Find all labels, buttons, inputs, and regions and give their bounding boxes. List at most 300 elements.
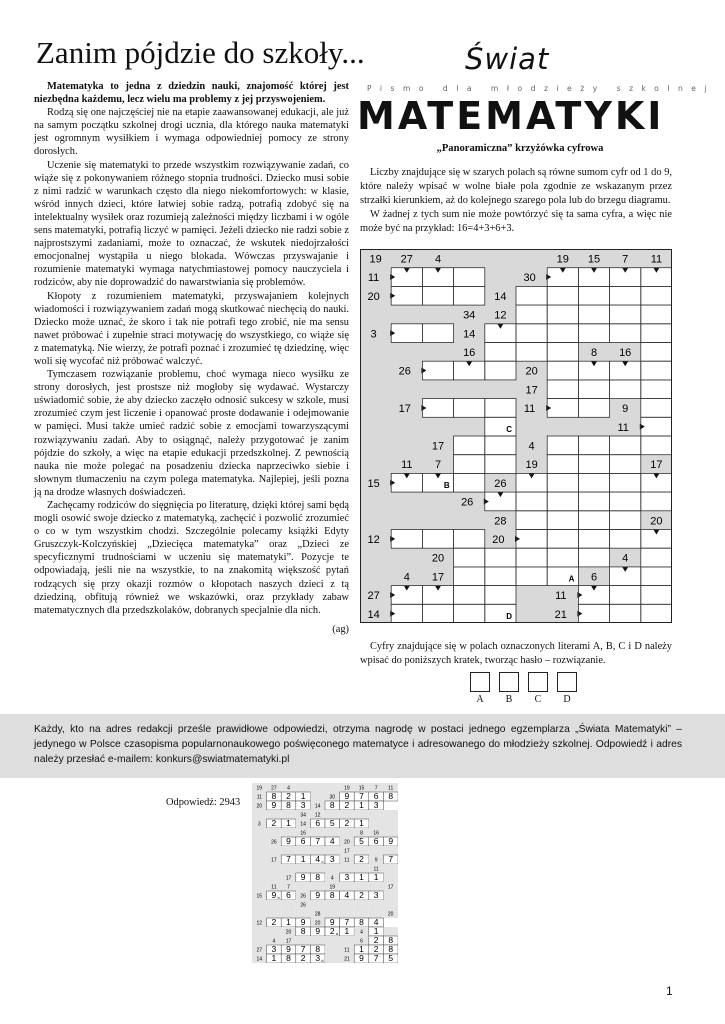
solution-digit: 2 [271, 917, 277, 928]
solution-digit: 2 [271, 818, 277, 829]
clue-across-number: 12 [256, 920, 263, 927]
solution-digit: 2 [300, 953, 306, 963]
answer-cell [454, 268, 485, 287]
clue-down-number: 20 [344, 839, 350, 846]
clue-down-number: 4 [330, 875, 334, 882]
answer-cell [454, 436, 485, 455]
answer-cell [516, 530, 547, 549]
answer-cell [578, 604, 609, 623]
answer-cell [454, 455, 485, 474]
answer-cell [547, 324, 578, 343]
answer-cell [610, 511, 641, 530]
clue-down-number: 4 [528, 440, 535, 453]
solution-digit: 8 [359, 917, 364, 928]
clue-down-number: 15 [358, 785, 365, 792]
puzzle-instructions-text: Cyfry znajdujące się w polach oznaczonych literami A, B, C i D należy wpisać do poniższych kratek, tworząc hasło – rozwiązanie. [360, 641, 672, 666]
clue-across-number: 27 [256, 947, 263, 954]
clue-across-number: 17 [271, 857, 277, 864]
clue-down-number: 4 [622, 552, 629, 565]
logo-top-word: Świat [465, 42, 550, 76]
article-lead: Matematyka to jedna z dziedzin nauki, znajomość której jest niezbędna każdemu, lecz wielu ma problemy z jej przyswojeniem. [34, 81, 349, 106]
clue-across-number: 20 [367, 290, 380, 303]
grey-cell [360, 305, 391, 324]
grey-cell [360, 417, 391, 436]
solution-digit: 8 [388, 935, 394, 946]
answer-cell [485, 548, 516, 567]
clue-down-number: 15 [587, 253, 601, 266]
grey-cell [516, 586, 547, 605]
grey-cell [547, 417, 578, 436]
grey-cell [325, 864, 340, 873]
solution-letter-marker: c [321, 859, 324, 864]
logo-subtitle: Pismo dla młodzieży szkolnej [367, 84, 716, 93]
solution-box-b[interactable] [499, 672, 519, 692]
grey-cell [391, 417, 422, 436]
grey-cell [516, 417, 547, 436]
arrow-down-icon [466, 361, 472, 366]
solution-digit: 3 [373, 800, 379, 811]
clue-down-number: 7 [287, 884, 290, 891]
grey-cell [252, 837, 267, 846]
solution-digit: 3 [315, 953, 321, 963]
clue-across-number: 26 [300, 902, 306, 909]
grey-cell [267, 864, 282, 873]
answer-cell [547, 530, 578, 549]
grey-cell [369, 810, 384, 819]
clue-down-number: 14 [494, 290, 507, 303]
answer-cell [610, 530, 641, 549]
answer-cell [454, 548, 485, 567]
answer-cell [610, 455, 641, 474]
grey-cell [340, 936, 355, 945]
arrow-down-icon [653, 473, 659, 478]
solution-letter-marker: B [443, 481, 450, 491]
grey-cell [391, 305, 422, 324]
grey-cell [383, 864, 398, 873]
solution-digit: 2 [359, 854, 364, 865]
answer-cell [454, 473, 485, 492]
grey-cell [369, 900, 384, 909]
solution-digit: 3 [344, 872, 350, 883]
answer-cell [516, 492, 547, 511]
answer-cell [422, 530, 453, 549]
solution-letter-marker: b [277, 895, 280, 900]
clue-down-number: 12 [314, 812, 321, 819]
answer-cell [610, 604, 641, 623]
grey-cell [360, 455, 391, 474]
solution-digit: 6 [286, 890, 291, 901]
solution-digit: 8 [286, 953, 291, 963]
grey-cell [340, 900, 355, 909]
clue-across-number: 3 [370, 328, 377, 341]
solution-digit: 5 [388, 953, 394, 963]
solution-digit: 8 [329, 800, 335, 811]
clue-down-number: 6 [360, 938, 363, 945]
answer-cell [547, 286, 578, 305]
solution-digit: 7 [388, 854, 394, 865]
answer-cell [454, 567, 485, 586]
arrow-down-icon [653, 268, 659, 273]
answer-cell [454, 604, 485, 623]
grey-cell [340, 828, 355, 837]
solution-digit: 1 [373, 872, 379, 883]
answer-cell [610, 380, 641, 399]
answer-cell [391, 324, 422, 343]
clue-down-number: 16 [619, 346, 632, 359]
arrow-down-icon [404, 473, 410, 478]
grey-cell [383, 810, 398, 819]
clue-down-number: 28 [494, 515, 507, 528]
answer-cell [516, 286, 547, 305]
clue-across-number: 3 [257, 821, 261, 828]
solution-digit: 1 [300, 791, 306, 802]
grey-cell [296, 882, 311, 891]
solution-digit: 3 [300, 800, 306, 811]
clue-down-number: 34 [463, 309, 476, 322]
clue-down-number: 14 [300, 821, 306, 828]
grey-cell [325, 954, 340, 963]
answer-cell [641, 417, 672, 436]
answer-cell [641, 492, 672, 511]
answer-cell [485, 436, 516, 455]
solution-digit: 4 [329, 836, 335, 847]
answer-cell [641, 380, 672, 399]
solution-box-d[interactable] [557, 672, 577, 692]
answer-cell [391, 530, 422, 549]
solution-digit: 2 [359, 890, 364, 901]
grey-cell [369, 846, 384, 855]
clue-down-number: 16 [300, 830, 306, 837]
clue-down-number: 20 [431, 552, 445, 565]
grey-cell [252, 828, 267, 837]
solution-digit: 6 [315, 818, 321, 829]
solution-digit: 9 [286, 944, 291, 955]
answer-cell [578, 530, 609, 549]
arrow-down-icon [404, 586, 410, 591]
solution-digit: 2 [329, 926, 335, 937]
answer-cell [578, 548, 609, 567]
clue-down-number: 11 [401, 459, 413, 472]
arrow-down-icon [622, 567, 628, 572]
solution-digit: 1 [286, 917, 291, 928]
grey-cell [422, 492, 453, 511]
clue-down-number: 8 [590, 346, 598, 359]
grey-cell [454, 380, 485, 399]
clue-down-number: 4 [434, 253, 442, 266]
clue-across-number: 21 [344, 956, 350, 963]
solution-digit: 6 [300, 836, 306, 847]
previous-solution-grid [252, 783, 398, 963]
arrow-down-icon [529, 473, 535, 478]
answer-cell [547, 455, 578, 474]
clue-down-number: 26 [300, 893, 306, 900]
solution-digit: 4 [344, 890, 350, 901]
clue-down-number: 4 [287, 785, 290, 792]
grey-cell [252, 873, 267, 882]
answer-cell [422, 324, 453, 343]
solution-letter-marker: D [506, 612, 512, 621]
clue-across-number: 15 [256, 893, 263, 900]
solution-digit: 9 [271, 800, 277, 811]
answer-cell [578, 436, 609, 455]
clue-across-number: 14 [367, 608, 380, 621]
puzzle-instructions [360, 640, 672, 668]
grey-cell [252, 846, 267, 855]
clue-down-number: 26 [494, 477, 507, 490]
article-paragraph: Zachęcamy rodziców do sięgnięcia po literaturę, dzięki której sami będą mogli osowić swoje dziecko z matematyką, zachęcić i pozwolić zrozumieć o co w tym wszystkim chodzi. Szczególnie polecamy książki Edyty Gruszczyk-Kolczyńskiej „Dziecięca matematyka” oraz „Dzieci ze specyficznymi trudnościami w uczeniu się matematyki”. Pozycje te odpowiadają, jeśli nie na wszystkie, to na znakomitą większość pytań rodzących się przy okazji rozmów o kłopotach naszych dzieci z tą dziedziną, obfitują również we wskazówki, oraz przykłady zabaw matematycznych dla przedszkolaków, dobranych specjalnie dla nich. [34, 500, 349, 616]
clue-across-number: 11 [555, 590, 567, 603]
solution-digit: 5 [359, 836, 364, 847]
answer-cell [391, 604, 422, 623]
grey-cell [252, 810, 267, 819]
solution-digit: 1 [359, 818, 364, 829]
puzzle-description-paragraph: W żadnej z tych sum nie może powtórzyć się ta sama cyfra, a więc nie może być na przykład: 16=4+3+6+3. [360, 209, 672, 234]
grey-cell [391, 548, 422, 567]
solution-letter-marker: a [335, 931, 339, 936]
answer-cell [516, 305, 547, 324]
answer-cell [578, 511, 609, 530]
kakuro-grid [360, 249, 672, 623]
grey-cell [422, 343, 453, 362]
answer-cell [547, 511, 578, 530]
grey-cell [360, 361, 391, 380]
clue-down-number: 17 [650, 459, 663, 472]
answer-cell [578, 305, 609, 324]
clue-down-number: 8 [360, 830, 363, 837]
solution-digit: 7 [373, 953, 379, 963]
clue-down-number: 7 [374, 785, 378, 792]
clue-down-number: 20 [525, 365, 538, 378]
solution-digit: 1 [286, 818, 291, 829]
clue-down-number: 6 [590, 571, 598, 584]
clue-down-number: 28 [314, 911, 321, 918]
clue-down-number: 17 [525, 384, 538, 397]
clue-across-number: 11 [344, 857, 350, 864]
arrow-down-icon [497, 492, 503, 497]
clue-across-number: 11 [373, 866, 379, 873]
clue-across-number: 15 [367, 477, 380, 490]
clue-down-number: 17 [431, 571, 445, 584]
clue-down-number: 11 [271, 884, 277, 891]
article-paragraph: Kłopoty z rozumieniem matematyki, przyswajaniem kolejnych wiadomości i rozwiązywaniem zadań mogą skutkować niechęcią do nauki. Dziecko może uznać, że skoro i tak nie potrafi tego zrobić, nie ma sensu nawet próbować i zupełnie straci motywację do wszystkiego, co wiąże się z matematyką. Nie wierzy, że potrafi poznać i zrozumieć tę dziedzinę, więc woli się wycofać niż próbować walczyć. [34, 290, 349, 367]
solution-digit: 3 [329, 854, 335, 865]
solution-digit: 7 [286, 854, 291, 865]
grey-cell [383, 819, 398, 828]
answer-cell [641, 361, 672, 380]
grey-cell [454, 511, 485, 530]
grey-cell [267, 828, 282, 837]
clue-down-number: 9 [374, 857, 378, 864]
answer-cell [547, 548, 578, 567]
grey-cell [383, 900, 398, 909]
article-body [34, 80, 349, 636]
clue-across-number: 26 [271, 839, 277, 846]
grey-cell [516, 604, 547, 623]
solution-digit: 2 [286, 791, 291, 802]
grey-cell [267, 873, 282, 882]
answer-cell [547, 473, 578, 492]
clue-down-number: 7 [434, 459, 442, 472]
grey-cell [360, 511, 391, 530]
grey-cell [391, 343, 422, 362]
grey-cell [422, 511, 453, 530]
clue-across-number: 14 [256, 956, 263, 963]
grey-cell [485, 268, 516, 287]
puzzle-title: „Panoramiczna” krzyżówka cyfrowa [436, 143, 604, 154]
clue-down-number: 19 [525, 459, 538, 472]
solution-digit: 5 [329, 818, 335, 829]
grey-cell [325, 783, 340, 792]
logo-main-word: MATEMATYKI [357, 94, 665, 138]
answer-cell [641, 324, 672, 343]
grey-cell [354, 900, 369, 909]
grey-cell [422, 417, 453, 436]
answer-cell [422, 604, 453, 623]
grey-cell [325, 936, 340, 945]
clue-down-number: 11 [650, 253, 663, 266]
arrow-down-icon [622, 361, 628, 366]
grey-cell [485, 380, 516, 399]
clue-down-number: 27 [271, 785, 277, 792]
solution-box-a[interactable] [470, 672, 490, 692]
answer-cell [610, 473, 641, 492]
arrow-down-icon [622, 268, 628, 273]
clue-down-number: 17 [387, 884, 394, 891]
clue-down-number: 17 [344, 848, 350, 855]
solution-digit: 1 [359, 944, 364, 955]
answer-cell [578, 399, 609, 418]
solution-digit: 9 [359, 953, 364, 963]
solution-digit: 6 [373, 836, 379, 847]
clue-down-number: 19 [344, 785, 350, 792]
clue-down-number: 4 [360, 929, 363, 936]
solution-digit: 1 [300, 854, 306, 865]
arrow-down-icon [435, 473, 441, 478]
grey-cell [369, 819, 384, 828]
answer-cell [516, 324, 547, 343]
grey-cell [252, 936, 267, 945]
page-number: 1 [666, 984, 673, 998]
previous-answer-label: Odpowiedź: 2943 [166, 797, 241, 808]
answer-cell [485, 361, 516, 380]
answer-cell [485, 586, 516, 605]
solution-digit: 4 [373, 917, 379, 928]
solution-digit: 7 [344, 917, 350, 928]
solution-digit: 2 [373, 944, 379, 955]
magazine-logo [355, 42, 716, 142]
solution-letter-marker: C [506, 425, 512, 434]
arrow-down-icon [591, 586, 597, 591]
answer-cell [610, 586, 641, 605]
solution-digit: 8 [315, 872, 321, 883]
article-paragraph: Tymczasem rozwiązanie problemu, choć wymaga nieco wysiłku ze strony dorosłych, jest prostsze niż mogłoby się wydawać. Wystarczy uświadomić sobie, że aby dziecko zaczęło odnosić sukcesy w szkole, musi zrozumieć czym jest liczenie i opanować proste dodawanie i odejmowanie w pamięci. Musi także umieć radzić sobie z emocjami towarzyszącymi rozwiązywaniu zadań. Aby to osiągnąć, należy przygotować je zanim pójdzie do szkoły, a więc na etapie edukacji przedszkolnej. Z pewnością nauka nie może polegać na posadzeniu dziecka naprzeciwko siebie i słownym tłumaczeniu na czym polega matematyka. Najlepiej, jeśli pozna ją na drodze własnych doświadczeń. [34, 369, 349, 498]
puzzle-description [360, 166, 672, 236]
solution-digit: 1 [359, 800, 364, 811]
grey-cell [325, 900, 340, 909]
grey-cell [252, 855, 267, 864]
clue-down-number: 14 [463, 328, 476, 341]
solution-digit: 9 [315, 890, 321, 901]
answer-cell [516, 511, 547, 530]
solution-digit: 9 [344, 791, 350, 802]
solution-digit: 7 [300, 944, 306, 955]
answer-cell [516, 548, 547, 567]
answer-cell [641, 343, 672, 362]
answer-cell [578, 473, 609, 492]
grey-cell [485, 249, 516, 268]
grey-cell [422, 380, 453, 399]
puzzle-description-paragraph: Liczby znajdujące się w szarych polach są równe sumom cyfr od 1 do 9, które należy wpisać w wolne białe pola zgodnie ze wskazanym przez strzałki kierunkiem, aż do kolejnego szarego pola lub do brzegu diagramu. [360, 167, 672, 206]
grey-cell [391, 511, 422, 530]
grey-cell [281, 900, 296, 909]
arrow-down-icon [404, 268, 410, 273]
solution-digit: 1 [344, 926, 350, 937]
answer-cell [610, 286, 641, 305]
clue-down-number: 19 [256, 785, 263, 792]
clue-across-number: 30 [523, 272, 536, 285]
answer-cell [641, 305, 672, 324]
answer-cell [547, 305, 578, 324]
clue-across-number: 30 [329, 794, 336, 801]
answer-cell [547, 380, 578, 399]
grey-cell [516, 249, 547, 268]
clue-down-number: 19 [329, 884, 336, 891]
clue-down-number: 34 [300, 812, 306, 819]
answer-cell [578, 286, 609, 305]
answer-cell [641, 604, 672, 623]
grey-cell [360, 492, 391, 511]
solution-digit: 9 [271, 890, 277, 901]
clue-across-number: 26 [398, 365, 411, 378]
grey-cell [454, 249, 485, 268]
answer-cell [516, 567, 547, 586]
grey-cell [252, 909, 267, 918]
answer-cell [547, 361, 578, 380]
answer-cell [485, 343, 516, 362]
answer-cell [454, 286, 485, 305]
clue-down-number: 17 [431, 440, 445, 453]
clue-down-number: 20 [387, 911, 394, 918]
solution-letter: A [476, 694, 484, 705]
arrow-down-icon [653, 530, 659, 535]
clue-across-number: 11 [367, 272, 380, 285]
solution-digit: 2 [344, 800, 350, 811]
grey-cell [252, 927, 267, 936]
grey-cell [252, 864, 267, 873]
solution-digit: 8 [300, 926, 306, 937]
answer-cell [641, 567, 672, 586]
clue-across-number: 11 [344, 947, 350, 954]
answer-cell [547, 436, 578, 455]
clue-across-number: 27 [367, 590, 380, 603]
answer-cell [610, 492, 641, 511]
answer-cell [485, 567, 516, 586]
answer-cell [485, 399, 516, 418]
arrow-down-icon [435, 586, 441, 591]
solution-letter: D [563, 694, 571, 705]
clue-across-number: 11 [523, 403, 536, 416]
solution-digit: 6 [373, 791, 379, 802]
answer-cell [641, 548, 672, 567]
solution-letter: B [505, 694, 513, 705]
answer-cell [422, 286, 453, 305]
solution-box-c[interactable] [528, 672, 548, 692]
clue-across-number: 20 [492, 533, 505, 546]
answer-cell [641, 286, 672, 305]
clue-down-number: 20 [650, 515, 663, 528]
answer-cell [391, 286, 422, 305]
answer-cell [578, 324, 609, 343]
